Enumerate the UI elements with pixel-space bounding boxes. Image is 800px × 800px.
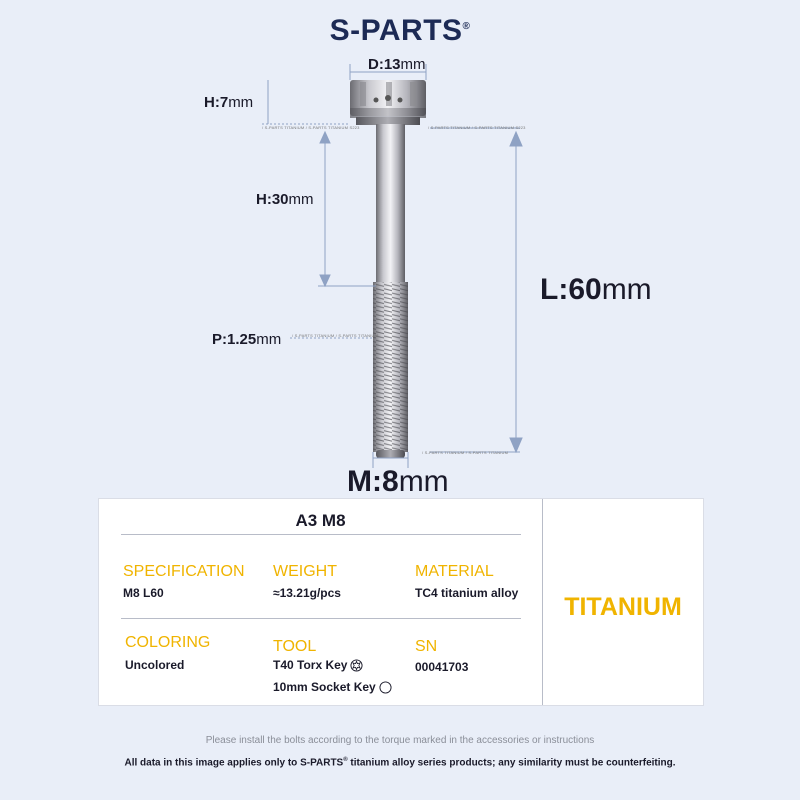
install-instruction: Please install the bolts according to the torque marked in the accessories or instructions xyxy=(205,735,595,746)
weight-value: ≈13.21g/pcs xyxy=(273,586,341,600)
length-label: L:60mm xyxy=(540,273,652,306)
row-divider xyxy=(121,618,521,619)
tool-label: TOOL xyxy=(273,638,317,655)
head-height-label: H:7mm xyxy=(204,94,254,111)
bolt-thread xyxy=(373,282,408,458)
watermark-head-right: / S-PARTS TITANIUM / S-PARTS TITANIUM S223 xyxy=(428,125,526,130)
spec-card xyxy=(98,498,704,706)
bolt-head xyxy=(350,80,426,125)
coloring-value: Uncolored xyxy=(125,658,185,672)
sn-value: 00041703 xyxy=(415,660,469,674)
head-diameter-label: D:13mm xyxy=(368,56,426,73)
specification-value: M8 L60 xyxy=(123,586,164,600)
coloring-label: COLORING xyxy=(125,634,211,651)
socket-icon xyxy=(379,681,392,694)
material-label: MATERIAL xyxy=(415,563,494,580)
title-underline xyxy=(121,534,521,535)
specification-label: SPECIFICATION xyxy=(123,563,245,580)
watermark-head-left: / S-PARTS TITANIUM / S-PARTS TITANIUM S223 xyxy=(262,125,360,130)
bolt-shank xyxy=(376,124,405,284)
titanium-badge: TITANIUM xyxy=(564,593,682,621)
brand-mark: ® xyxy=(462,21,471,32)
weight-label: WEIGHT xyxy=(273,563,337,580)
watermark-bottom: / S-PARTS TITANIUM / S-PARTS TITANIUM xyxy=(422,450,509,455)
pitch-label: P:1.25mm xyxy=(212,331,282,348)
tool-value-torx: T40 Torx Key xyxy=(273,658,363,672)
disclaimer: All data in this image applies only to S-PARTS® titanium alloy series products; any similarity must be counterfeiting. xyxy=(124,757,676,769)
sn-label: SN xyxy=(415,638,438,655)
model-title: A3 M8 xyxy=(295,511,346,530)
shank-height-label: H:30mm xyxy=(256,191,314,208)
brand-name: S-PARTS xyxy=(329,14,463,47)
torx-icon xyxy=(350,659,363,672)
tool-value-socket: 10mm Socket Key xyxy=(273,680,392,694)
watermark-pitch: / S-PARTS TITANIUM / S-PARTS TITANIUM xyxy=(292,333,379,338)
thread-label: M:8mm xyxy=(347,465,449,498)
material-value: TC4 titanium alloy xyxy=(415,586,519,600)
